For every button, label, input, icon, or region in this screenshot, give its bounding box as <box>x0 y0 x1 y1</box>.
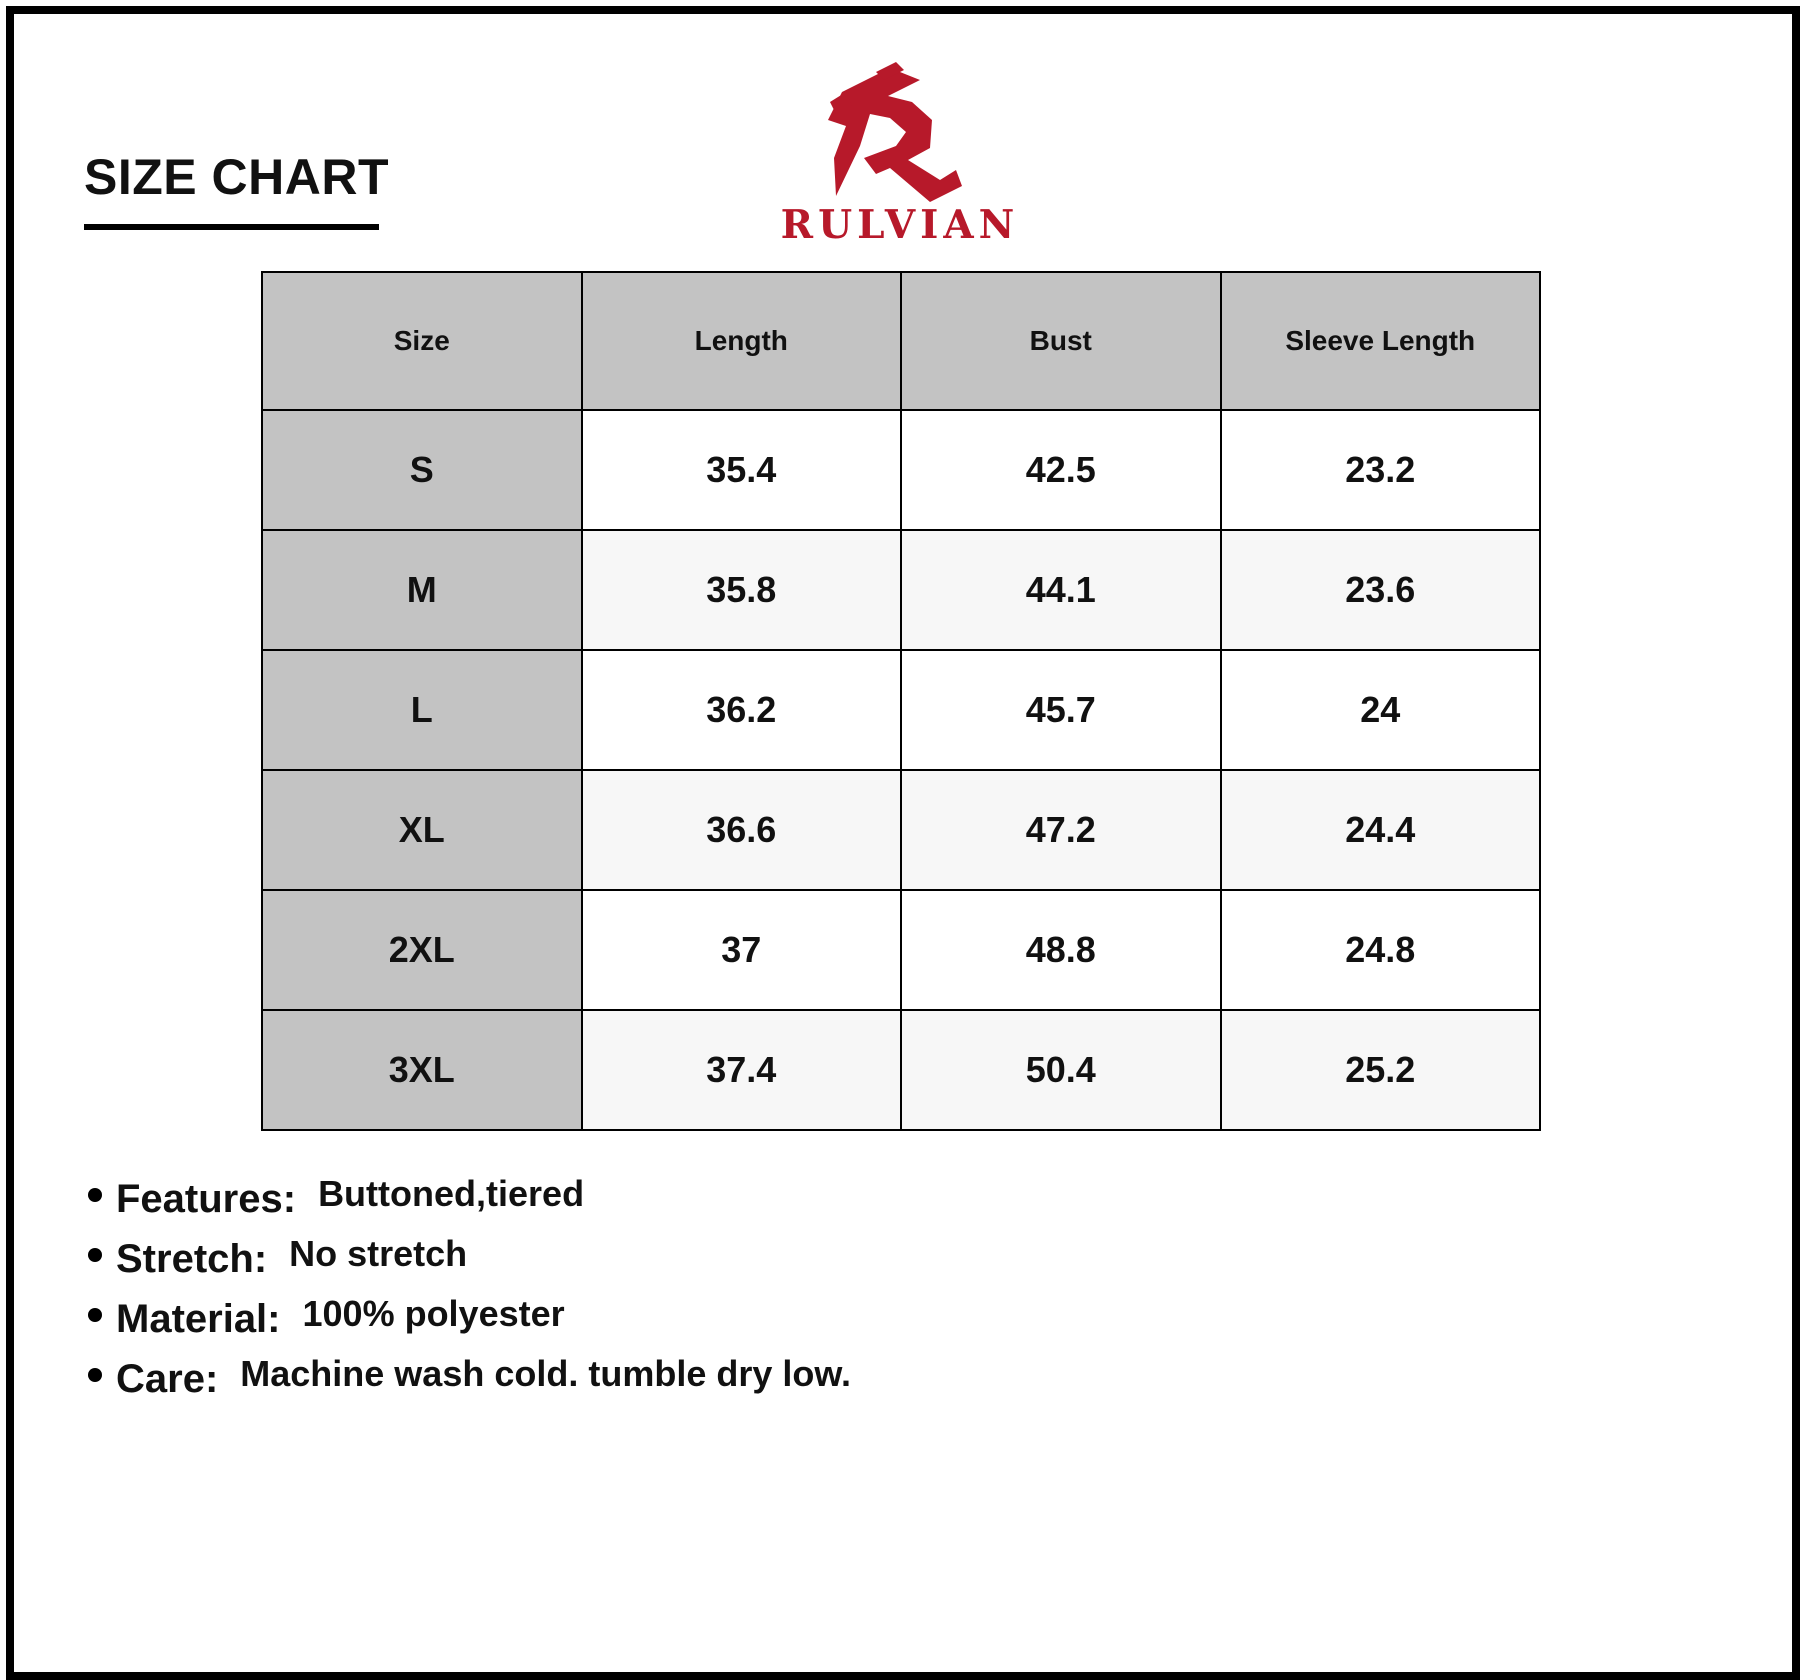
size-cell: S <box>262 410 582 530</box>
sleeve-cell: 24 <box>1221 650 1541 770</box>
length-cell: 37 <box>582 890 902 1010</box>
spec-value: No stretch <box>289 1233 468 1274</box>
header-bust: Bust <box>901 272 1221 410</box>
size-cell: 2XL <box>262 890 582 1010</box>
bust-cell: 50.4 <box>901 1010 1221 1130</box>
bullet-icon <box>88 1248 102 1262</box>
brand-name: RULVIAN <box>780 202 1020 248</box>
length-cell: 35.4 <box>582 410 902 530</box>
spec-value: Machine wash cold. tumble dry low. <box>240 1353 852 1394</box>
sleeve-cell: 24.8 <box>1221 890 1541 1010</box>
spec-care <box>88 1353 852 1417</box>
table-header-row <box>262 272 1540 410</box>
spec-label: Care: <box>116 1357 219 1401</box>
spec-stretch <box>88 1233 851 1297</box>
length-cell: 36.2 <box>582 650 902 770</box>
spec-value: 100% polyester <box>302 1293 565 1334</box>
r-logo-icon <box>780 62 1020 202</box>
spec-features <box>88 1173 851 1237</box>
sleeve-cell: 25.2 <box>1221 1010 1541 1130</box>
page-title: SIZE CHART <box>84 149 389 205</box>
title-underline <box>84 224 379 230</box>
bullet-icon <box>88 1308 102 1322</box>
table-row <box>262 410 1540 530</box>
sleeve-cell: 24.4 <box>1221 770 1541 890</box>
size-table <box>261 271 1541 1131</box>
spec-material <box>88 1293 851 1357</box>
length-cell: 35.8 <box>582 530 902 650</box>
sleeve-cell: 23.6 <box>1221 530 1541 650</box>
bust-cell: 42.5 <box>901 410 1221 530</box>
sleeve-cell: 23.2 <box>1221 410 1541 530</box>
spec-value: Buttoned,tiered <box>318 1173 585 1214</box>
header-size: Size <box>262 272 582 410</box>
spec-label: Features: <box>116 1177 297 1221</box>
length-cell: 37.4 <box>582 1010 902 1130</box>
bust-cell: 47.2 <box>901 770 1221 890</box>
spec-label: Material: <box>116 1297 281 1341</box>
header-length: Length <box>582 272 902 410</box>
table-row <box>262 770 1540 890</box>
spec-label: Stretch: <box>116 1237 268 1281</box>
bust-cell: 48.8 <box>901 890 1221 1010</box>
product-specs-list <box>88 1173 852 1417</box>
bust-cell: 45.7 <box>901 650 1221 770</box>
brand-logo <box>780 62 1020 252</box>
size-cell: XL <box>262 770 582 890</box>
table-row <box>262 650 1540 770</box>
size-cell: L <box>262 650 582 770</box>
table-row <box>262 1010 1540 1130</box>
header-sleeve-length: Sleeve Length <box>1221 272 1541 410</box>
bullet-icon <box>88 1188 102 1202</box>
bust-cell: 44.1 <box>901 530 1221 650</box>
table-row <box>262 530 1540 650</box>
table-row <box>262 890 1540 1010</box>
bullet-icon <box>88 1368 102 1382</box>
size-cell: 3XL <box>262 1010 582 1130</box>
size-cell: M <box>262 530 582 650</box>
length-cell: 36.6 <box>582 770 902 890</box>
